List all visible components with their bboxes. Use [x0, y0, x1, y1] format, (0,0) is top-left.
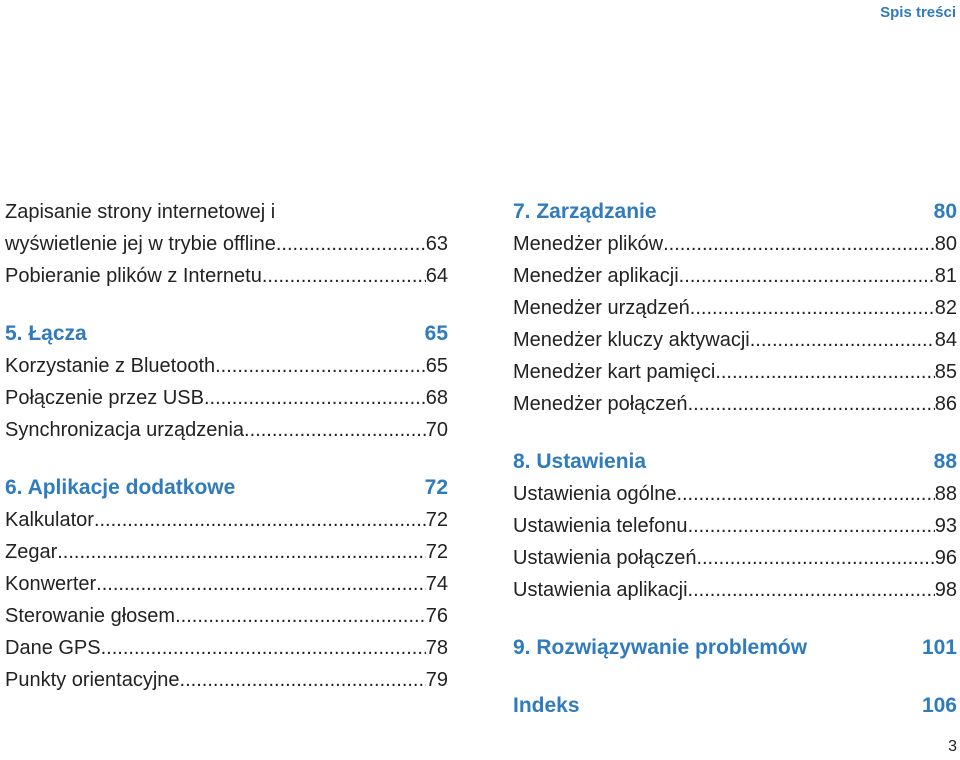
toc-entry-label: Menedżer połączeń — [513, 393, 688, 415]
toc-entry-label: Ustawienia telefonu — [513, 515, 688, 537]
toc-entry-offline[interactable] — [5, 196, 448, 260]
toc-entry-page: 98 — [934, 579, 957, 601]
toc-leader-dots — [715, 356, 934, 388]
toc-leader-dots — [276, 228, 426, 260]
toc-entry-label: Menedżer kluczy aktywacji — [513, 329, 750, 351]
toc-entry[interactable] — [5, 504, 448, 536]
toc-leader-dots — [94, 504, 426, 536]
toc-entry-label: Połączenie przez USB — [5, 387, 204, 409]
toc-entry-label: Synchronizacja urządzenia — [5, 419, 245, 441]
toc-entry-page: 65 — [425, 355, 448, 377]
toc-entry-label: Menedżer plików — [513, 233, 664, 255]
toc-entry-label: Dane GPS — [5, 637, 101, 659]
toc-leader-dots — [175, 600, 426, 632]
toc-entry-page: 86 — [934, 393, 957, 415]
toc-entry-page: 64 — [425, 265, 448, 287]
toc-section-heading[interactable] — [513, 690, 957, 722]
toc-entry-label: Ustawienia połączeń — [513, 547, 697, 569]
page-number: 3 — [948, 738, 957, 755]
toc-entry[interactable] — [5, 414, 448, 446]
section-title: 9. Rozwiązywanie problemów — [513, 636, 808, 659]
toc-leader-dots — [688, 510, 935, 542]
toc-entry[interactable] — [5, 632, 448, 664]
toc-entry[interactable] — [513, 574, 957, 606]
section-page: 106 — [921, 694, 957, 717]
toc-entry-label: Menedżer aplikacji — [513, 265, 679, 287]
toc-leader-dots — [688, 574, 935, 606]
toc-entry-label: Punkty orientacyjne — [5, 669, 180, 691]
toc-entry-page: 76 — [425, 605, 448, 627]
toc-leader-dots — [690, 292, 935, 324]
toc-entry-page: 74 — [425, 573, 448, 595]
toc-entry-label: Korzystanie z Bluetooth — [5, 355, 216, 377]
toc-section-heading[interactable] — [513, 446, 957, 478]
section-page: 72 — [424, 476, 448, 499]
toc-entry[interactable] — [5, 382, 448, 414]
toc-section-heading[interactable] — [5, 472, 448, 504]
section-title: 7. Zarządzanie — [513, 200, 657, 223]
toc-entry-page: 68 — [425, 387, 448, 409]
section-title: Indeks — [513, 694, 580, 717]
toc-entry-label: Menedżer kart pamięci — [513, 361, 716, 383]
toc-entry-page: 72 — [425, 541, 448, 563]
header-title: Spis treści — [880, 4, 956, 21]
toc-entry-page: 85 — [934, 361, 957, 383]
toc-entry[interactable] — [513, 260, 957, 292]
toc-entry[interactable] — [5, 536, 448, 568]
toc-leader-dots — [204, 382, 426, 414]
toc-section-heading[interactable] — [513, 632, 957, 664]
toc-entry[interactable] — [5, 568, 448, 600]
toc-entry-label: wyświetlenie jej w trybie offline — [5, 233, 276, 255]
toc-entry-label: Zegar — [5, 541, 58, 563]
toc-entry[interactable] — [5, 260, 448, 292]
toc-entry-page: 84 — [934, 329, 957, 351]
toc-entry[interactable] — [513, 542, 957, 574]
section-page: 80 — [933, 200, 957, 223]
toc-entry[interactable] — [513, 228, 957, 260]
toc-entry-page: 93 — [934, 515, 957, 537]
toc-leader-dots — [663, 228, 935, 260]
toc-entry[interactable] — [513, 388, 957, 420]
section-title: 8. Ustawienia — [513, 450, 647, 473]
toc-entry-page: 78 — [425, 637, 448, 659]
section-title: 6. Aplikacje dodatkowe — [5, 476, 236, 499]
toc-entry-label: Sterowanie głosem — [5, 605, 176, 627]
toc-leader-dots — [262, 260, 426, 292]
toc-entry-label: Konwerter — [5, 573, 97, 595]
toc-entry[interactable] — [5, 350, 448, 382]
section-page: 65 — [424, 322, 448, 345]
toc-leader-dots — [180, 664, 426, 696]
toc-entry[interactable] — [513, 510, 957, 542]
toc-entry-page: 82 — [934, 297, 957, 319]
toc-entry[interactable] — [5, 600, 448, 632]
toc-right-column — [513, 196, 957, 722]
toc-entry-page: 80 — [934, 233, 957, 255]
toc-leader-dots — [696, 542, 934, 574]
toc-leader-dots — [244, 414, 426, 446]
toc-leader-dots — [688, 388, 935, 420]
toc-leader-dots — [57, 536, 426, 568]
section-title: 5. Łącza — [5, 322, 87, 345]
toc-leader-dots — [101, 632, 426, 664]
toc-left-column — [5, 196, 448, 696]
section-page: 101 — [921, 636, 957, 659]
toc-entry-label-line1: Zapisanie strony internetowej i — [5, 201, 276, 223]
toc-leader-dots — [676, 478, 934, 510]
toc-leader-dots — [215, 350, 426, 382]
toc-section-heading[interactable] — [513, 196, 957, 228]
toc-leader-dots — [679, 260, 935, 292]
toc-entry[interactable] — [5, 664, 448, 696]
toc-entry-label: Ustawienia ogólne — [513, 483, 677, 505]
section-page: 88 — [933, 450, 957, 473]
toc-leader-dots — [96, 568, 426, 600]
toc-entry-label: Pobieranie plików z Internetu — [5, 265, 262, 287]
toc-entry-label: Menedżer urządzeń — [513, 297, 690, 319]
toc-leader-dots — [750, 324, 935, 356]
toc-entry-page: 63 — [425, 233, 448, 255]
toc-entry-label: Ustawienia aplikacji — [513, 579, 688, 601]
toc-entry[interactable] — [513, 292, 957, 324]
toc-entry-page: 72 — [425, 509, 448, 531]
toc-entry-page: 88 — [934, 483, 957, 505]
toc-entry-page: 79 — [425, 669, 448, 691]
toc-entry[interactable] — [513, 478, 957, 510]
toc-entry-page: 96 — [934, 547, 957, 569]
toc-entry-page: 81 — [934, 265, 957, 287]
toc-entry-page: 70 — [425, 419, 448, 441]
toc-entry[interactable] — [513, 356, 957, 388]
toc-entry-label: Kalkulator — [5, 509, 94, 531]
toc-entry[interactable] — [513, 324, 957, 356]
toc-section-heading[interactable] — [5, 318, 448, 350]
